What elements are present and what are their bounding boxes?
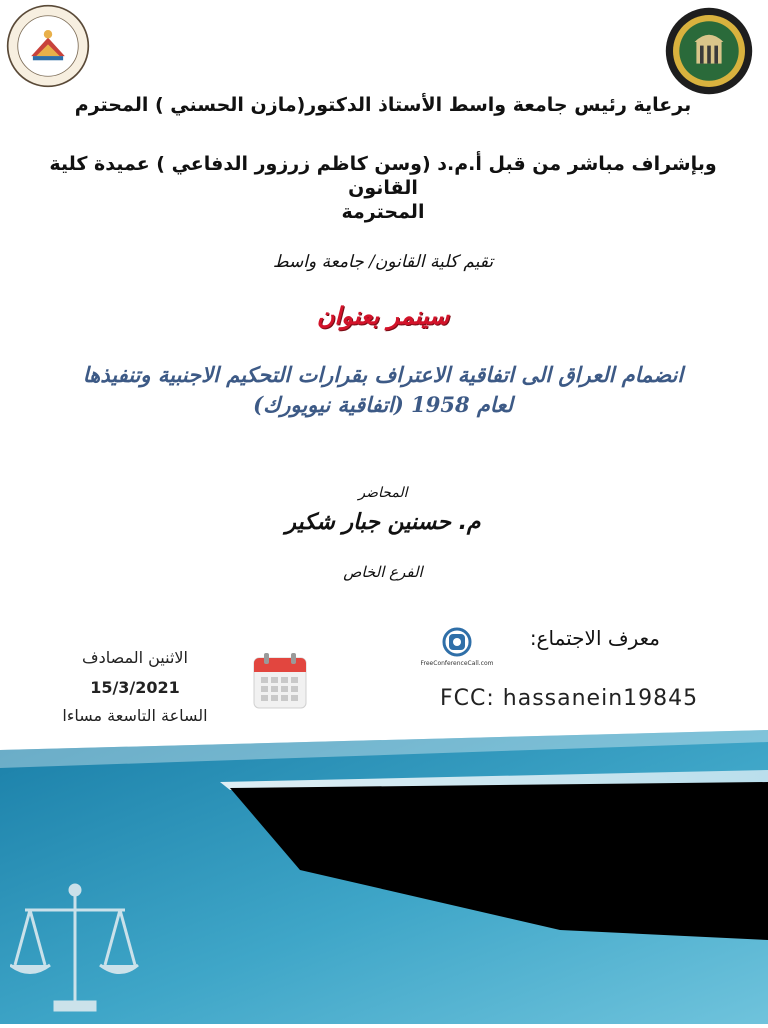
bottom-decoration — [0, 730, 768, 1024]
seminar-title-line-1: انضمام العراق الى اتفاقية الاعتراف بقرارات التحكيم الاجنبية وتنفيذها — [82, 362, 684, 387]
ministry-logo — [6, 4, 94, 92]
patron-line: برعاية رئيس جامعة واسط الأستاذ الدكتور(مازن الحسني ) المحترم — [74, 94, 692, 116]
wasit-university-law-college-logo-icon — [664, 6, 754, 96]
seminar-title-line-2: لعام 1958 (اتفاقية نيويورك) — [253, 392, 513, 417]
supervision-block — [30, 152, 736, 224]
scales-of-justice-icon — [10, 880, 140, 1020]
schedule-day: الاثنين المصادف — [82, 648, 188, 667]
schedule-date: 15/3/2021 — [90, 678, 180, 697]
meeting-id-label: معرف الاجتماع: — [529, 626, 660, 650]
schedule-time: الساعة التاسعة مساءا — [62, 706, 208, 725]
supervision-line-2: المحترمة — [341, 201, 425, 223]
supervision-line-1: وبإشراف مباشر من قبل أ.م.د (وسن كاظم زرزور الدفاعي ) عميدة كلية القانون — [49, 153, 717, 199]
law-college-logo — [664, 6, 754, 96]
department: الفرع الخاص — [343, 563, 423, 581]
ministry-of-higher-education-logo-icon — [6, 4, 90, 88]
conference-call-caption: FreeConferenceCall.com — [420, 660, 494, 667]
meeting-id-value: FCC: hassanein19845 — [440, 686, 699, 711]
organizer-line: تقيم كلية القانون/ جامعة واسط — [272, 252, 494, 272]
lecturer-name: م. حسنين جبار شكير — [285, 510, 481, 535]
seminar-title — [30, 360, 736, 420]
seminar-heading: سينمر بعنوان — [316, 302, 450, 330]
lecturer-label: المحاضر — [358, 485, 408, 501]
calendar-icon — [252, 652, 308, 710]
